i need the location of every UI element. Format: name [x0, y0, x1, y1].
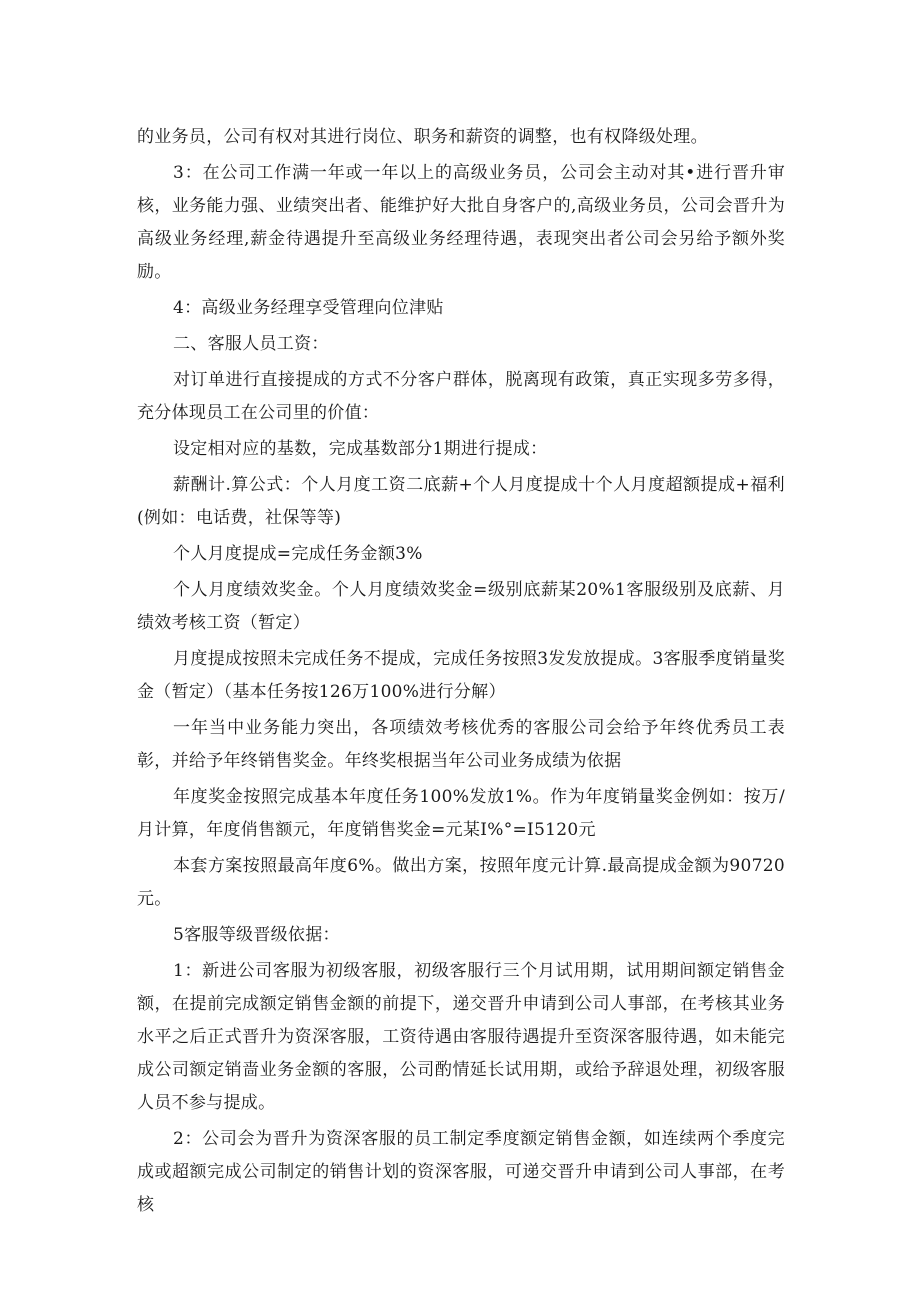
paragraph-continuation: 的业务员，公司有权对其进行岗位、职务和薪资的调整，也有权降级处理。 — [137, 127, 708, 147]
paragraph-senior-promotion: 3：在公司工作满一年或一年以上的高级业务员，公司会主动对其•进行晋升审核，业务能力强、业绩突出者、能维护好大批自身客户的,高级业务员，公司会晋升为高级业务经理,薪金待遇提升至高级业务经理待遇，表现突出者公司会另给予额外奖励。 — [137, 163, 785, 282]
section-heading-promotion-basis: 5客服等级晋级依据： — [173, 925, 340, 945]
paragraph-performance-bonus: 个人月度绩效奖金。个人月度绩效奖金=级别底薪某20%1客服级别及底薪、月绩效考核工资（暂定） — [137, 580, 785, 633]
paragraph-senior-cs-promotion: 2：公司会为晋升为资深客服的员工制定季度额定销售金额，如连续两个季度完成或超额完成公司制定的销售计划的资深客服，可递交晋升申请到公司人事部，在考核 — [137, 1129, 785, 1215]
paragraph-max-commission: 本套方案按照最高年度6%。做出方案，按照年度元计算.最高提成金额为90720元。 — [137, 856, 785, 909]
paragraph-salary-formula: 薪酬计.算公式：个人月度工资二底薪+个人月度提成十个人月度超额提成+福利(例如：电话费，社保等等) — [137, 475, 785, 528]
paragraph-junior-promotion: 1：新进公司客服为初级客服，初级客服行三个月试用期，试用期间额定销售金额，在提前完成额定销售金额的前提下，递交晋升申请到公司人事部，在考核其业务水平之后正式晋升为资深客服，工资待遇由客服待遇提升至资深客服待遇，如未能完成公司额定销啬业务金额的客服，公司酌情延长试用期，或给予辞退处理，初级客服人员不参与提成。 — [137, 961, 785, 1113]
paragraph-manager-allowance: 4：高级业务经理享受管理向位津贴 — [173, 298, 444, 318]
paragraph-year-end-award: 一年当中业务能力突出，各项绩效考核优秀的客服公司会给予年终优秀员工表彰，并给予年终销售奖金。年终奖根据当年公司业务成绩为依据 — [137, 718, 785, 771]
paragraph-quarterly-bonus: 月度提成按照未完成任务不提成，完成任务按照3发发放提成。3客服季度销量奖金（暂定）（基本任务按126万100%进行分解） — [137, 649, 785, 702]
document-body — [137, 121, 785, 1225]
paragraph-direct-commission: 对订单进行直接提成的方式不分客户群体，脱离现有政策，真正实现多劳多得，充分体现员工在公司里的价值： — [137, 370, 785, 423]
paragraph-base-setting: 设定相对应的基数，完成基数部分1期进行提成： — [173, 439, 548, 459]
paragraph-annual-bonus: 年度奖金按照完成基本年度任务100%发放1%。作为年度销量奖金例如：按万/月计算，年度俏售额元，年度销售奖金=元某I%°=I5120元 — [137, 787, 785, 840]
paragraph-monthly-commission: 个人月度提成=完成任务金额3% — [173, 544, 423, 564]
section-heading-customer-service: 二、客服人员工资： — [173, 334, 329, 354]
